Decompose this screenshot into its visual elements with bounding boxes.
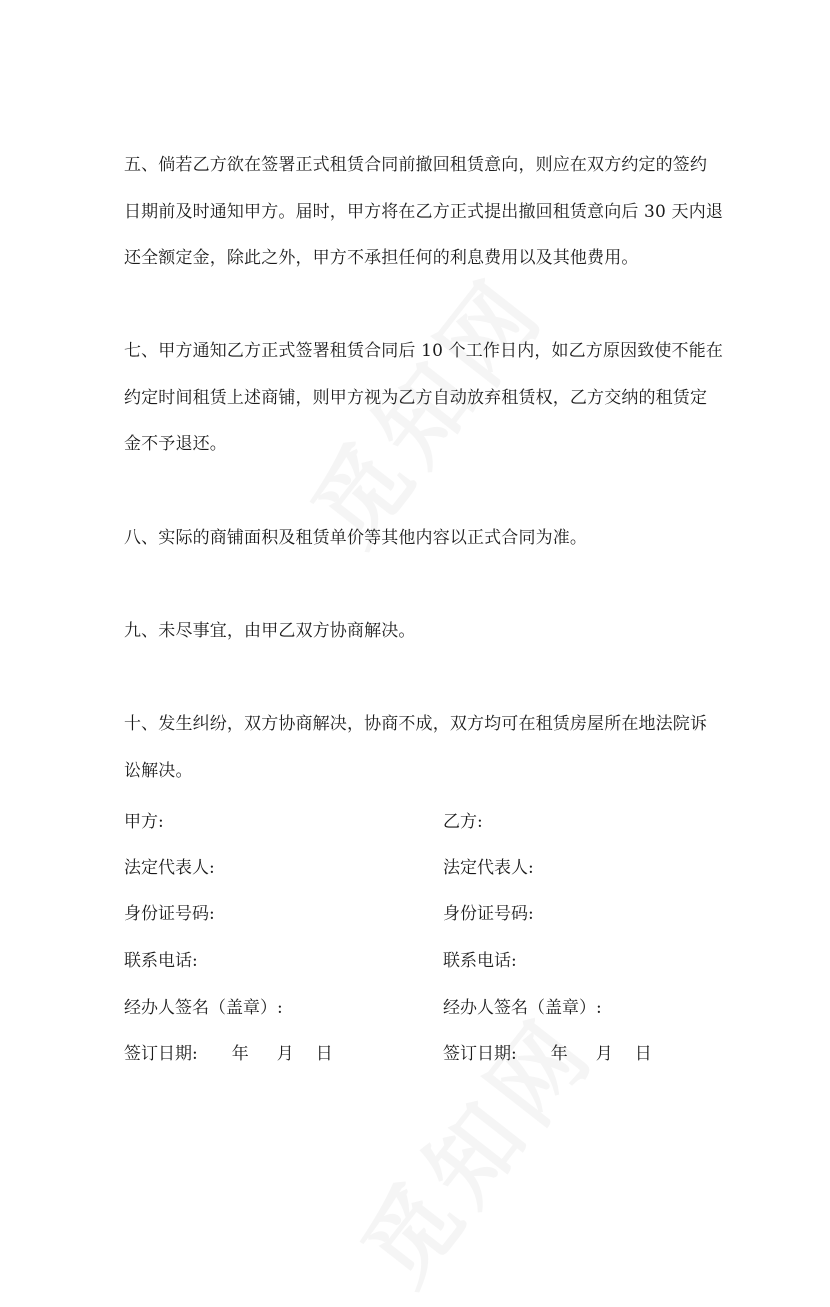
clause-line: 五、倘若乙方欲在签署正式租赁合同前撤回租赁意向，则应在双方约定的签约 bbox=[124, 155, 708, 175]
clause-eight bbox=[124, 515, 714, 562]
clause-line: 九、未尽事宜，由甲乙双方协商解决。 bbox=[124, 621, 416, 641]
party-a-phone-label: 联系电话: bbox=[124, 951, 198, 971]
party-b-phone-label: 联系电话: bbox=[443, 951, 517, 971]
clause-five bbox=[124, 142, 723, 282]
clause-line: 八、实际的商铺面积及租赁单价等其他内容以正式合同为准。 bbox=[124, 528, 588, 548]
year-label: 年 bbox=[550, 1044, 568, 1064]
month-label: 月 bbox=[276, 1044, 294, 1064]
party-b-label: 乙方: bbox=[443, 812, 483, 832]
clause-line: 约定时间租赁上述商铺，则甲方视为乙方自动放弃租赁权，乙方交纳的租赁定 bbox=[124, 387, 708, 408]
sign-date-label: 签订日期: bbox=[124, 1044, 198, 1064]
clause-nine bbox=[124, 608, 714, 655]
party-b-id-label: 身份证号码: bbox=[443, 904, 534, 924]
sign-date-label: 签订日期: bbox=[443, 1044, 517, 1064]
clause-ten bbox=[124, 701, 714, 794]
clause-line: 还全额定金，除此之外，甲方不承担任何的利息费用以及其他费用。 bbox=[124, 248, 639, 268]
month-label: 月 bbox=[595, 1044, 613, 1064]
party-b-sign-date bbox=[443, 1042, 652, 1066]
party-a-sign-date bbox=[124, 1042, 333, 1066]
clause-line: 金不予退还。 bbox=[124, 434, 227, 454]
clause-line: 七、甲方通知乙方正式签署租赁合同后 10 个工作日内，如乙方原因致使不能在 bbox=[124, 341, 723, 361]
year-label: 年 bbox=[231, 1044, 249, 1064]
party-a-agent-sign-label: 经办人签名（盖章）: bbox=[124, 998, 283, 1018]
party-b-agent-sign-label: 经办人签名（盖章）: bbox=[443, 998, 602, 1018]
clause-seven bbox=[124, 328, 723, 468]
party-a-label: 甲方: bbox=[124, 812, 164, 832]
clause-line: 日期前及时通知甲方。届时，甲方将在乙方正式提出撤回租赁意向后 30 天内退 bbox=[124, 201, 723, 222]
day-label: 日 bbox=[315, 1044, 333, 1064]
party-a-id-label: 身份证号码: bbox=[124, 904, 215, 924]
party-b-representative-label: 法定代表人: bbox=[443, 858, 534, 878]
watermark bbox=[327, 985, 619, 1307]
clause-line: 讼解决。 bbox=[124, 760, 193, 781]
party-a-representative-label: 法定代表人: bbox=[124, 858, 215, 878]
clause-line: 十、发生纠纷，双方协商解决，协商不成，双方均可在租赁房屋所在地法院诉 bbox=[124, 714, 708, 734]
day-label: 日 bbox=[634, 1044, 652, 1064]
